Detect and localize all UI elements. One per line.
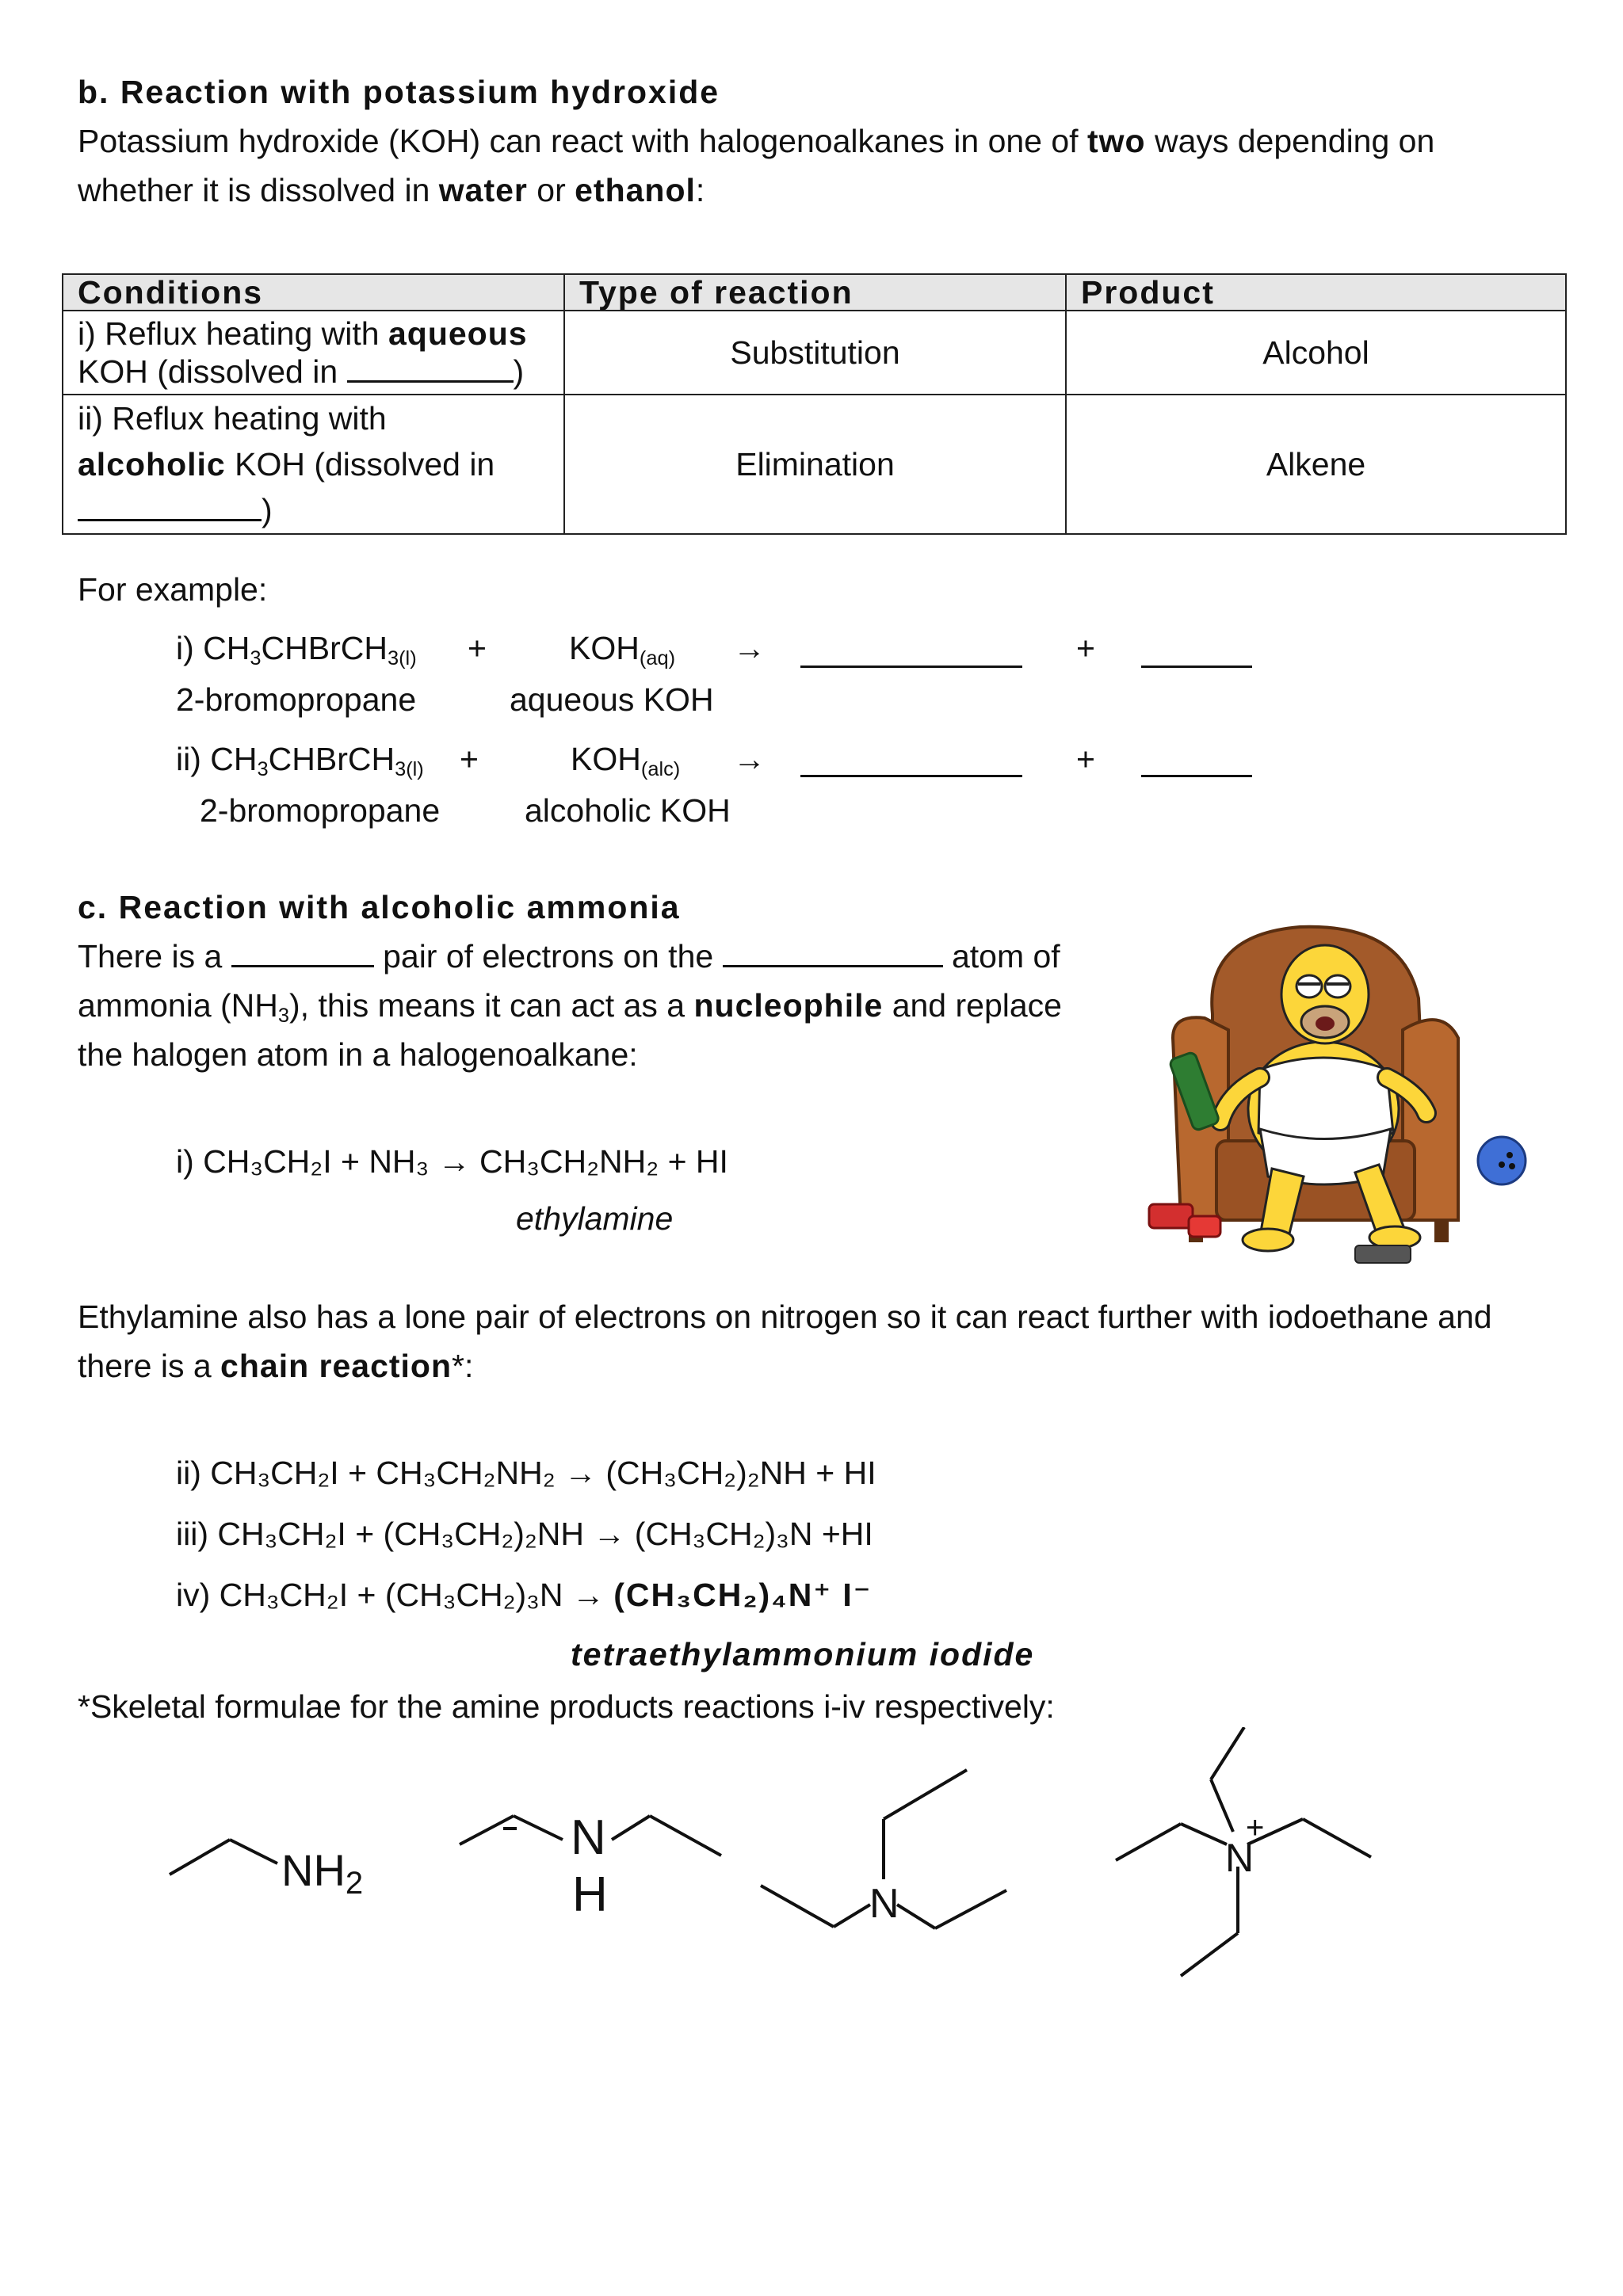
example2-arrow: → [733, 741, 766, 777]
table-header-type: Type of reaction [564, 274, 1066, 311]
answer-blank[interactable] [1141, 642, 1252, 668]
bond-line [1211, 1779, 1233, 1832]
reaction-1-product-name: ethylamine [516, 1200, 674, 1237]
bond-line [834, 1905, 870, 1927]
skeletal-footnote: *Skeletal formulae for the amine products reactions i-iv respectively: [78, 1688, 1055, 1725]
example2-plus-2: + [1076, 741, 1095, 777]
answer-blank[interactable] [231, 941, 374, 967]
chain-para-line1: Ethylamine also has a lone pair of electrons on nitrogen so it can react further with iodoethane and [78, 1299, 1492, 1335]
row2-conditions: ii) Reflux heating with alcoholic KOH (dissolved in ) [63, 395, 564, 534]
row2-product: Alkene [1066, 395, 1566, 534]
row2-type: Elimination [564, 395, 1066, 534]
example1-reactant: i) $CH_3CHBrCH_{3(l)}$ [176, 630, 417, 670]
bond-line [761, 1886, 834, 1927]
nh2-label: NH2 [281, 1845, 364, 1901]
n-label-triethylamine: N [869, 1881, 899, 1927]
example2-koh: $KOH_{(alc)}$ [571, 741, 681, 781]
reaction-3: iii) CH₃CH₂I + (CH₃CH₂)₂NH → (CH₃CH₂)₃N +HI [176, 1516, 873, 1552]
example2-name-koh: alcoholic KOH [525, 792, 731, 829]
reaction-4-product-name: tetraethylammonium iodide [571, 1636, 1035, 1672]
answer-blank[interactable] [1141, 751, 1252, 777]
h-label-diethylamine: H [572, 1867, 608, 1922]
cartoon-man-in-armchair-image [1141, 903, 1529, 1276]
table-header-conditions: Conditions [63, 274, 564, 311]
section-c-line2: ammonia $(NH_3)$, this means it can act as a nucleophile and replace [78, 987, 1062, 1028]
reaction-4: iv) CH₃CH₂I + (CH₃CH₂)₃N → (CH₃CH₂)₄N⁺ I⁻ [176, 1577, 873, 1613]
example2-reactant: ii) $CH_3CHBrCH_{3(l)}$ [176, 741, 424, 781]
bond-line [897, 1905, 935, 1928]
example1-name-koh: aqueous KOH [510, 681, 714, 718]
bond-line [650, 1816, 721, 1855]
skeletal-formulae-diagram [158, 1727, 1395, 1989]
bond-line [514, 1816, 563, 1840]
reaction-1: i) CH₃CH₂I + NH₃ → CH₃CH₂NH₂ + HI [176, 1143, 728, 1180]
answer-blank[interactable] [347, 357, 514, 383]
section-b-intro-line1: Potassium hydroxide (KOH) can react with halogenoalkanes in one of two ways depending on [78, 123, 1435, 159]
table-header-row [63, 274, 1566, 311]
row1-type: Substitution [564, 311, 1066, 395]
n-label-diethylamine: N [571, 1810, 606, 1865]
positive-charge-label: + [1246, 1810, 1265, 1845]
example2-plus: + [460, 741, 479, 777]
example1-name-reactant: 2-bromopropane [176, 681, 417, 718]
row1-product: Alcohol [1066, 311, 1566, 395]
bond-line [1181, 1824, 1227, 1844]
reaction-2: ii) CH₃CH₂I + CH₃CH₂NH₂ → (CH₃CH₂)₂NH + HI [176, 1455, 876, 1491]
row1-conditions: i) Reflux heating with aqueous KOH (dissolved in ) [63, 311, 564, 395]
bond-line [1181, 1933, 1238, 1976]
example1-koh: $KOH_{(aq)}$ [569, 630, 676, 670]
example1-plus: + [468, 630, 487, 666]
examples-label: For example: [78, 571, 268, 608]
answer-blank[interactable] [800, 642, 1022, 668]
answer-blank[interactable] [78, 495, 262, 521]
table-row [63, 395, 1566, 534]
section-c-line3: the halogen atom in a halogenoalkane: [78, 1036, 638, 1073]
bond-line [884, 1770, 967, 1819]
answer-blank[interactable] [723, 941, 943, 967]
bond-line [612, 1816, 650, 1840]
example1-arrow: → [733, 630, 766, 666]
table-row [63, 311, 1566, 395]
table-header-product: Product [1066, 274, 1566, 311]
section-c-line1: There is a pair of electrons on the atom of [78, 938, 1060, 974]
bond-line [230, 1840, 277, 1863]
section-b-intro-line2: whether it is dissolved in water or ethanol: [78, 172, 705, 208]
bond-line [1303, 1819, 1371, 1857]
example1-plus-2: + [1076, 630, 1095, 666]
section-b-heading: b. Reaction with potassium hydroxide [78, 74, 720, 110]
n-label-tetraethylammonium: N [1225, 1836, 1254, 1880]
answer-blank[interactable] [800, 751, 1022, 777]
bond-line [1211, 1727, 1244, 1779]
example2-name-reactant: 2-bromopropane [200, 792, 441, 829]
bond-line [1116, 1824, 1181, 1860]
bond-line [935, 1890, 1006, 1928]
conditions-table [62, 273, 1567, 535]
section-c-heading: c. Reaction with alcoholic ammonia [78, 889, 681, 925]
bond-line [170, 1840, 230, 1875]
chain-para-line2: there is a chain reaction*: [78, 1348, 474, 1384]
